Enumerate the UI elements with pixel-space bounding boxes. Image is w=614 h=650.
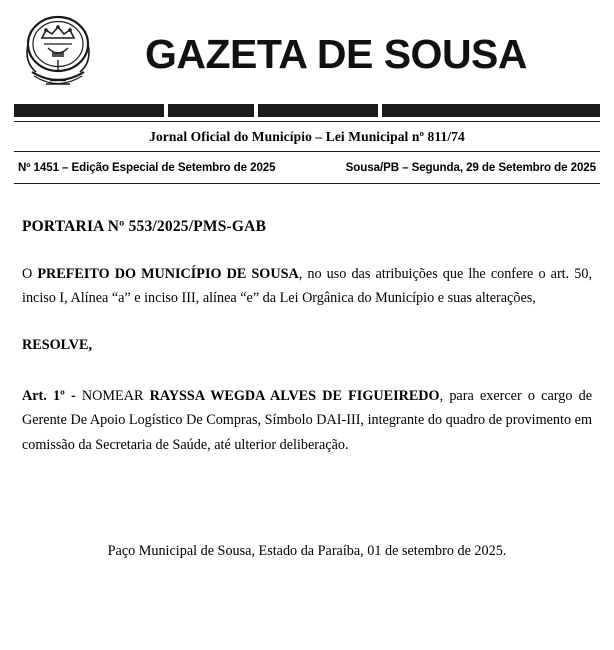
resolve-heading: RESOLVE, [22,336,93,353]
preamble-rest: , no uso das atribuições que lhe confere o art. 50, inciso I, Alínea “a” e inciso III, alínea “e” da Lei Orgânica do Município e suas alterações, [22,266,592,307]
article-rest: , para exercer o cargo de Gerente De Apoio Logístico De Compras, Símbolo DAI-III, integrante do quadro de provimento em comissão da Secretaria de Saúde, até ulterior deliberação. [22,387,593,453]
closing-line: Paço Municipal de Sousa, Estado da Paraíba, 01 de setembro de 2025. [107,543,507,560]
appointee-name: RAYSSA WEGDA ALVES DE FIGUEIREDO [149,387,440,404]
masthead-title-wrap [94,30,598,77]
article-lead: NOMEAR [81,387,150,404]
document-title: PORTARIA Nº 553/2025/PMS-GAB [22,218,267,235]
preamble-paragraph [22,262,592,311]
article-paragraph [22,384,592,457]
coat-of-arms-icon [22,14,94,94]
issue-number: Nº 1451 – Edição Especial de Setembro de 2025 [18,161,276,174]
gazette-subtitle: Jornal Oficial do Município – Lei Municipal nº 811/74 [149,129,465,144]
masthead [0,0,614,98]
preamble-lead: O [22,266,38,282]
preamble-authority: PREFEITO DO MUNICÍPIO DE SOUSA [37,266,299,282]
gazette-title: GAZETA DE SOUSA [144,30,528,77]
article-label: Art. 1º - [22,387,82,404]
masthead-decoration-bar [14,104,600,117]
issue-line [14,152,600,183]
document-body [0,184,614,560]
issue-date: Sousa/PB – Segunda, 29 de Setembro de 2025 [345,161,596,174]
